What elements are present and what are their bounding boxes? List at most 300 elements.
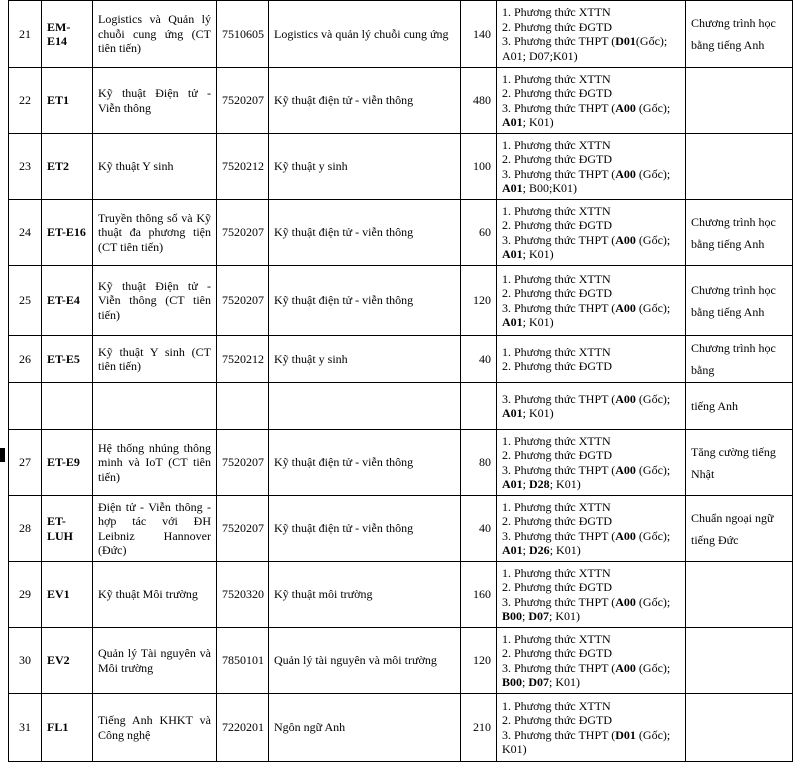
method-text: 1. Phương thức XTTN — [502, 565, 611, 580]
quota-text: 40 — [479, 521, 491, 536]
note-text: Chương trình học bằng tiếng Anh — [691, 282, 776, 319]
major-name-cell — [269, 694, 461, 762]
method-text: (Gốc); — [635, 594, 671, 609]
program-code-cell — [42, 496, 93, 562]
method-text: 3. Phương thức THPT ( — [502, 727, 616, 742]
method-text: ; K01) — [549, 609, 581, 623]
program-name-cell — [93, 694, 217, 762]
major-code-cell — [217, 430, 269, 496]
program-code-cell — [42, 694, 93, 762]
method-line — [502, 392, 680, 407]
method-text: 1. Phương thức XTTN — [502, 203, 611, 218]
method-line — [502, 272, 680, 287]
method-text: 1. Phương thức XTTN — [502, 631, 611, 646]
program-name-cell — [93, 383, 217, 430]
subject-group-code: A00 — [615, 391, 636, 406]
method-line — [502, 609, 680, 624]
program-name-cell — [93, 200, 217, 266]
notes-cell — [686, 694, 793, 762]
note-text: Chương trình học bằng — [691, 341, 776, 377]
program-name-cell — [93, 562, 217, 628]
method-text: (Gốc); — [635, 300, 671, 315]
major-code-cell — [217, 1, 269, 68]
program-name-text: Kỹ thuật Điện tử - Viễn thông — [98, 86, 211, 115]
method-text: (Gốc); — [635, 34, 668, 48]
program-name-text: Hệ thống nhúng thông minh và IoT (CT tiên tiến) — [98, 440, 211, 484]
row-number-cell — [9, 68, 42, 134]
method-text: 1. Phương thức XTTN — [502, 5, 611, 19]
admission-methods-cell — [497, 628, 686, 694]
program-code-text: EV1 — [47, 587, 70, 602]
major-name-text: Kỹ thuật điện tử - viễn thông — [274, 521, 414, 536]
row-number-cell — [9, 134, 42, 200]
major-name-text: Kỹ thuật điện tử - viễn thông — [274, 93, 414, 108]
program-code-text: ET-E5 — [47, 351, 80, 366]
method-text: (Gốc); — [635, 166, 671, 181]
method-text: ; — [522, 477, 530, 491]
major-name-text: Kỹ thuật môi trường — [274, 587, 373, 602]
major-name-text: Kỹ thuật y sinh — [274, 159, 348, 174]
note-text: Chương trình học bằng tiếng Anh — [691, 214, 776, 251]
method-text: (Gốc); — [635, 528, 671, 543]
program-code-cell — [42, 266, 93, 336]
subject-group-code: A00 — [615, 660, 636, 675]
program-name-text: Quản lý Tài nguyên và Môi trường — [98, 646, 211, 675]
program-code-text: EM-E14 — [47, 19, 71, 48]
subject-group-code: A01 — [502, 247, 523, 261]
admission-methods-cell — [497, 134, 686, 200]
admission-methods-cell — [497, 200, 686, 266]
method-line — [502, 500, 680, 515]
program-code-text: ET-E16 — [47, 225, 86, 240]
admission-methods-cell — [497, 430, 686, 496]
method-text: 3. Phương thức THPT ( — [502, 528, 616, 543]
method-text: 1. Phương thức XTTN — [502, 499, 611, 514]
row-number-text: 23 — [19, 159, 31, 174]
program-code-cell — [42, 383, 93, 430]
program-code-text: ET2 — [47, 159, 70, 174]
method-text: 1. Phương thức XTTN — [502, 698, 611, 713]
subject-group-code: D01 — [615, 34, 636, 48]
admission-methods-cell — [497, 694, 686, 762]
method-text: ; — [522, 543, 530, 557]
method-text: K01) — [502, 742, 527, 756]
major-name-cell — [269, 496, 461, 562]
method-line — [502, 742, 680, 757]
method-text: ; K01) — [522, 406, 554, 420]
method-line — [502, 595, 680, 610]
method-line — [502, 138, 680, 153]
subject-group-code: A01 — [502, 315, 523, 329]
method-text: 1. Phương thức XTTN — [502, 344, 611, 359]
method-line — [502, 20, 680, 35]
major-code-cell — [217, 68, 269, 134]
program-name-text: Kỹ thuật Môi trường — [98, 587, 198, 602]
quota-cell — [461, 266, 497, 336]
major-name-cell — [269, 200, 461, 266]
subject-group-code: A00 — [615, 166, 636, 181]
row-number-text: 27 — [19, 455, 31, 470]
major-name-cell — [269, 68, 461, 134]
major-code-cell — [217, 266, 269, 336]
row-number-text: 22 — [19, 93, 31, 108]
subject-group-code: D28 — [529, 477, 550, 491]
program-code-text: EV2 — [47, 653, 70, 668]
program-code-cell — [42, 134, 93, 200]
row-number-cell — [9, 200, 42, 266]
major-name-text: Kỹ thuật y sinh — [274, 351, 348, 366]
method-text: 2. Phương thức ĐGTD — [502, 713, 613, 727]
method-line — [502, 72, 680, 87]
method-line — [502, 167, 680, 182]
program-code-cell — [42, 336, 93, 383]
notes-cell — [686, 1, 793, 68]
subject-group-code: D01 — [615, 727, 636, 742]
method-text: 3. Phương thức THPT ( — [502, 100, 616, 115]
major-code-text: 7520212 — [222, 159, 264, 174]
quota-text: 120 — [473, 653, 491, 668]
program-name-text: Truyền thông số và Kỹ thuật đa phương tiện (CT tiên tiến) — [98, 210, 211, 254]
quota-cell — [461, 336, 497, 383]
row-number-text: 26 — [19, 351, 31, 366]
method-text: (Gốc); — [635, 391, 671, 406]
program-name-cell — [93, 336, 217, 383]
admission-methods-cell — [497, 266, 686, 336]
method-line — [502, 315, 680, 330]
row-number-text: 24 — [19, 225, 31, 240]
admission-methods-cell — [497, 562, 686, 628]
subject-group-code: A01 — [502, 181, 523, 195]
row-number-text: 30 — [19, 653, 31, 668]
notes-cell — [686, 496, 793, 562]
note-text: tiếng Anh — [691, 399, 738, 413]
subject-group-code: A00 — [615, 528, 636, 543]
method-text: 2. Phương thức ĐGTD — [502, 19, 613, 34]
program-code-text: ET-E4 — [47, 293, 80, 308]
method-line — [502, 580, 680, 595]
quota-text: 100 — [473, 159, 491, 174]
row-number-text: 25 — [19, 293, 31, 308]
method-line — [502, 204, 680, 219]
method-text: (Gốc); — [635, 660, 671, 675]
row-number-cell — [9, 694, 42, 762]
quota-text: 80 — [479, 455, 491, 470]
method-text: ; K01) — [549, 543, 581, 557]
major-code-text: 7520207 — [222, 521, 264, 536]
subject-group-code: D07 — [528, 609, 550, 623]
quota-text: 480 — [473, 93, 491, 108]
method-line — [502, 477, 680, 492]
notes-cell — [686, 266, 793, 336]
row-number-cell — [9, 266, 42, 336]
major-code-text: 7520207 — [222, 293, 264, 308]
method-text: 2. Phương thức ĐGTD — [502, 646, 613, 660]
admission-methods-cell — [497, 1, 686, 68]
method-text: 2. Phương thức ĐGTD — [502, 152, 613, 166]
subject-group-code: A00 — [615, 100, 636, 115]
method-line — [502, 675, 680, 690]
method-line — [502, 448, 680, 463]
program-code-cell — [42, 562, 93, 628]
method-text: 3. Phương thức THPT ( — [502, 34, 616, 48]
table-row — [9, 694, 793, 762]
method-line — [502, 345, 680, 360]
table-row — [9, 628, 793, 694]
method-line — [502, 218, 680, 233]
major-name-cell — [269, 430, 461, 496]
admission-methods-cell — [497, 68, 686, 134]
subject-group-code: D07 — [528, 675, 550, 689]
major-name-text: Quản lý tài nguyên và môi trường — [274, 653, 437, 668]
program-code-cell — [42, 68, 93, 134]
row-number-cell — [9, 430, 42, 496]
quota-text: 120 — [473, 293, 491, 308]
program-name-cell — [93, 134, 217, 200]
note-text: Chương trình học bằng tiếng Anh — [691, 16, 776, 52]
subject-group-code: B00 — [502, 609, 523, 623]
method-text: 1. Phương thức XTTN — [502, 433, 611, 448]
method-text: 3. Phương thức THPT ( — [502, 166, 616, 181]
table-row — [9, 1, 793, 68]
quota-cell — [461, 68, 497, 134]
method-line — [502, 529, 680, 544]
method-line — [502, 406, 680, 421]
notes-cell — [686, 68, 793, 134]
method-text: ; K01) — [549, 675, 581, 689]
method-line — [502, 49, 680, 64]
method-line — [502, 5, 680, 20]
major-name-text: Kỹ thuật điện tử - viễn thông — [274, 455, 414, 470]
program-name-cell — [93, 1, 217, 68]
major-name-cell — [269, 266, 461, 336]
program-code-cell — [42, 200, 93, 266]
method-text: (Gốc); — [635, 727, 671, 742]
major-code-text: 7850101 — [222, 653, 264, 668]
major-name-cell — [269, 383, 461, 430]
program-code-cell — [42, 430, 93, 496]
quota-cell — [461, 1, 497, 68]
program-name-text: Logistics và Quản lý chuỗi cung ứng (CT tiên tiến) — [98, 12, 211, 56]
admission-methods-cell — [497, 336, 686, 383]
table-row — [9, 336, 793, 383]
method-text: (Gốc); — [635, 462, 671, 477]
table-row — [9, 430, 793, 496]
note-text: Chuẩn ngoại ngữ tiếng Đức — [691, 510, 774, 547]
program-name-text: Kỹ thuật Điện tử - Viễn thông (CT tiên tiến) — [98, 278, 211, 322]
method-text: 2. Phương thức ĐGTD — [502, 86, 613, 100]
method-line — [502, 115, 680, 130]
method-text: 3. Phương thức THPT ( — [502, 232, 616, 247]
program-name-cell — [93, 496, 217, 562]
table-row — [9, 383, 793, 430]
quota-cell — [461, 694, 497, 762]
method-line — [502, 152, 680, 167]
major-code-cell — [217, 336, 269, 383]
method-line — [502, 181, 680, 196]
admission-methods-cell — [497, 496, 686, 562]
subject-group-code: B00 — [502, 675, 523, 689]
table-row — [9, 266, 793, 336]
subject-group-code: A01 — [502, 477, 523, 491]
method-line — [502, 359, 680, 374]
method-text: 1. Phương thức XTTN — [502, 71, 611, 86]
notes-cell — [686, 200, 793, 266]
row-number-cell — [9, 562, 42, 628]
notes-cell — [686, 562, 793, 628]
major-code-text: 7510605 — [222, 26, 264, 41]
quota-cell — [461, 134, 497, 200]
quota-text: 160 — [473, 587, 491, 602]
quota-text: 140 — [473, 26, 491, 41]
program-code-cell — [42, 628, 93, 694]
row-number-cell — [9, 496, 42, 562]
method-line — [502, 463, 680, 478]
major-code-cell — [217, 134, 269, 200]
major-code-text: 7520212 — [222, 351, 264, 366]
notes-cell — [686, 383, 793, 430]
major-code-text: 7220201 — [222, 720, 264, 735]
method-text: 3. Phương thức THPT ( — [502, 660, 616, 675]
row-number-text: 29 — [19, 587, 31, 602]
quota-text: 40 — [479, 351, 491, 366]
program-code-text: ET1 — [47, 93, 70, 108]
note-text: Tăng cường tiếng Nhật — [691, 444, 776, 481]
quota-cell — [461, 430, 497, 496]
method-line — [502, 728, 680, 743]
major-name-text: Kỹ thuật điện tử - viễn thông — [274, 293, 414, 308]
row-number-cell — [9, 628, 42, 694]
method-line — [502, 101, 680, 116]
method-text: 1. Phương thức XTTN — [502, 271, 611, 286]
quota-cell — [461, 200, 497, 266]
method-line — [502, 646, 680, 661]
notes-cell — [686, 336, 793, 383]
program-name-cell — [93, 266, 217, 336]
program-name-cell — [93, 68, 217, 134]
method-text: ; K01) — [549, 477, 581, 491]
method-text: ; K01) — [522, 115, 554, 129]
method-text: (Gốc); — [635, 100, 671, 115]
table-row — [9, 562, 793, 628]
major-name-text: Ngôn ngữ Anh — [274, 720, 346, 735]
method-text: ; — [522, 675, 529, 689]
notes-cell — [686, 430, 793, 496]
method-line — [502, 286, 680, 301]
method-line — [502, 233, 680, 248]
table-row — [9, 496, 793, 562]
method-text: ; — [522, 609, 529, 623]
method-line — [502, 566, 680, 581]
major-name-cell — [269, 134, 461, 200]
admission-methods-cell — [497, 383, 686, 430]
method-text: 3. Phương thức THPT ( — [502, 594, 616, 609]
program-name-text: Điện tử - Viễn thông - hợp tác với ĐH Leibniz Hannover (Đức) — [98, 499, 211, 557]
quota-cell — [461, 496, 497, 562]
program-code-text: FL1 — [47, 720, 69, 735]
program-code-text: ET-E9 — [47, 455, 80, 470]
table-row — [9, 134, 793, 200]
major-name-cell — [269, 562, 461, 628]
method-text: 2. Phương thức ĐGTD — [502, 359, 613, 373]
quota-text: 210 — [473, 720, 491, 735]
method-line — [502, 434, 680, 449]
quota-cell — [461, 628, 497, 694]
method-text: 3. Phương thức THPT ( — [502, 300, 616, 315]
method-line — [502, 632, 680, 647]
program-name-text: Tiếng Anh KHKT và Công nghệ — [98, 713, 211, 742]
method-text: (Gốc); — [635, 232, 671, 247]
program-code-cell — [42, 1, 93, 68]
subject-group-code: A01 — [502, 115, 523, 129]
subject-group-code: A01 — [502, 406, 523, 420]
method-line — [502, 247, 680, 262]
major-code-text: 7520207 — [222, 93, 264, 108]
major-name-text: Logistics và quản lý chuỗi cung ứng — [274, 26, 449, 41]
row-number-text: 31 — [19, 720, 31, 735]
method-text: 3. Phương thức THPT ( — [502, 462, 616, 477]
method-text: ; K01) — [522, 247, 554, 261]
quota-text: 60 — [479, 225, 491, 240]
method-text: 2. Phương thức ĐGTD — [502, 580, 613, 594]
quota-cell — [461, 383, 497, 430]
row-number-text: 21 — [19, 26, 31, 41]
major-name-cell — [269, 1, 461, 68]
major-code-cell — [217, 694, 269, 762]
row-number-cell — [9, 1, 42, 68]
major-code-cell — [217, 562, 269, 628]
major-name-cell — [269, 336, 461, 383]
major-code-cell — [217, 628, 269, 694]
subject-group-code: A01 — [502, 543, 523, 557]
notes-cell — [686, 134, 793, 200]
table-row — [9, 68, 793, 134]
method-line — [502, 86, 680, 101]
method-line — [502, 699, 680, 714]
major-code-text: 7520320 — [222, 587, 264, 602]
major-code-cell — [217, 200, 269, 266]
major-code-text: 7520207 — [222, 225, 264, 240]
major-code-text: 7520207 — [222, 455, 264, 470]
method-line — [502, 301, 680, 316]
subject-group-code: A00 — [615, 300, 636, 315]
method-line — [502, 543, 680, 558]
subject-group-code: D26 — [529, 543, 550, 557]
method-line — [502, 34, 680, 49]
subject-group-code: A00 — [615, 462, 636, 477]
method-text: 3. Phương thức THPT ( — [502, 391, 616, 406]
admission-table — [8, 0, 793, 762]
table-row — [9, 200, 793, 266]
program-name-cell — [93, 430, 217, 496]
program-code-text: ET-LUH — [47, 514, 74, 543]
notes-cell — [686, 628, 793, 694]
method-text: 1. Phương thức XTTN — [502, 137, 611, 152]
program-name-text: Kỹ thuật Y sinh — [98, 159, 174, 174]
method-text: ; K01) — [522, 315, 554, 329]
method-line — [502, 713, 680, 728]
major-code-cell — [217, 496, 269, 562]
major-name-cell — [269, 628, 461, 694]
row-number-cell — [9, 383, 42, 430]
method-text: 2. Phương thức ĐGTD — [502, 514, 613, 528]
method-text: ; B00;K01) — [522, 181, 578, 195]
subject-group-code: A00 — [615, 594, 636, 609]
method-line — [502, 514, 680, 529]
quota-cell — [461, 562, 497, 628]
row-number-text: 28 — [19, 521, 31, 536]
method-text: 2. Phương thức ĐGTD — [502, 448, 613, 462]
method-line — [502, 661, 680, 676]
